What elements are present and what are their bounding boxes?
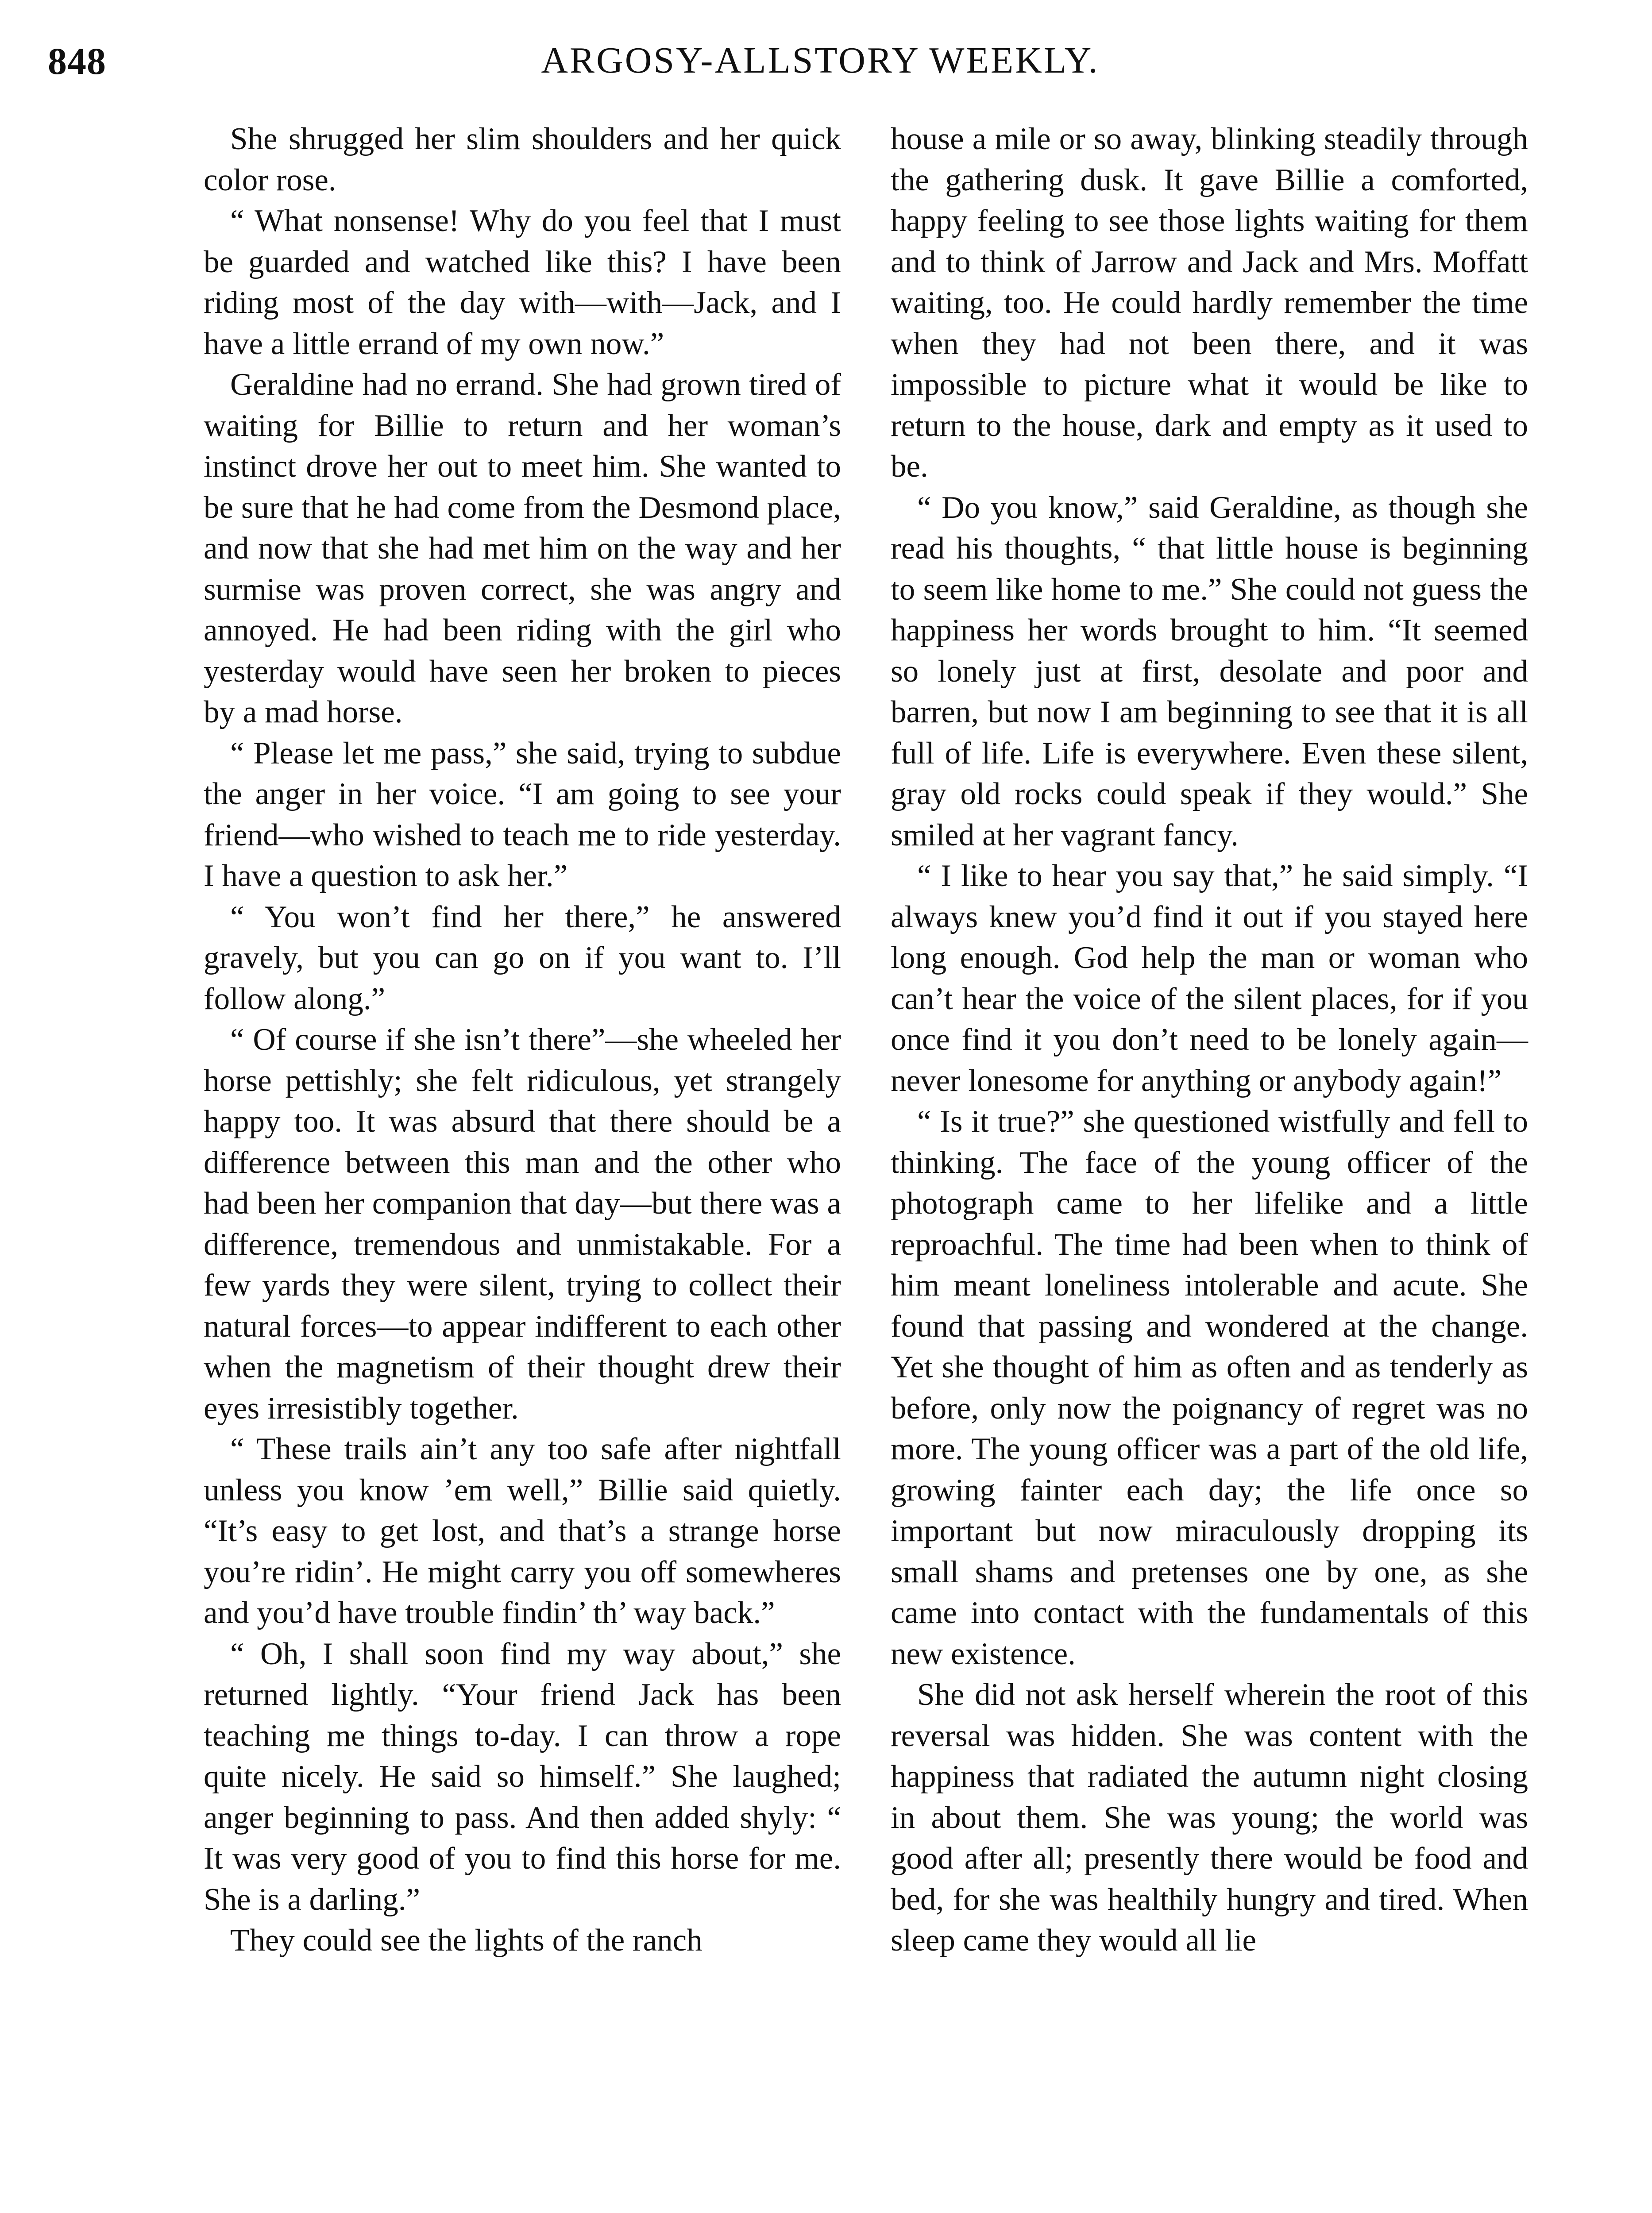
paragraph: “ Of course if she isn’t there”—she wheeled her horse pettishly; she felt ridiculous, yet strangely happy too. It was absurd that there should be a difference between this man and the other who had been her companion that day—but there was a difference, tremendous and unmistakable. For a few yards they were silent, trying to collect their natural forces—to appear indifferent to each other when the magnetism of their thought drew their eyes irresistibly together. [204,1022,841,1426]
paragraph: She did not ask herself wherein the root of this reversal was hidden. She was content with the happiness that radiated the autumn night closing in about them. She was young; the world was good after all; presently there would be food and bed, for she was healthily hungry and tired. When sleep came they would all lie [891,1677,1528,1958]
paragraph: “ You won’t find her there,” he answered gravely, but you can go on if you want to. I’ll follow along.” [204,899,841,1016]
paragraph: “ Is it true?” she questioned wistfully and fell to thinking. The face of the young officer of the photograph came to her lifelike and a little reproachful. The time had been when to think of him meant loneliness intolerable and acute. She found that passing and wondered at the change. Yet she thought of him as often and as tenderly as before, only now the poignancy of regret was no more. The young officer was a part of the old life, growing fainter each day; the life once so important but now miraculously dropping its small shams and pretenses one by one, as she came into contact with the fundamentals of this new existence. [891,1104,1528,1671]
paragraph: “ These trails ain’t any too safe after nightfall unless you know ’em well,” Billie said quietly. “It’s easy to get lost, and that’s a strange horse you’re ridin’. He might carry you off somewheres and you’d have trouble findin’ th’ way back.” [204,1432,841,1630]
page-number: 848 [48,40,106,82]
right-column [891,119,1528,1961]
running-title: ARGOSY-ALLSTORY WEEKLY. [541,40,1100,81]
paragraph: “ What nonsense! Why do you feel that I must be guarded and watched like this? I have been riding most of the day with—with—Jack, and I have a little errand of my own now.” [204,204,841,361]
page-header [48,39,1593,88]
paragraph: “ I like to hear you say that,” he said simply. “I always knew you’d find it out if you stayed here long enough. God help the man or woman who can’t hear the voice of the silent places, for if you once find it you don’t need to be lonely again—never lonesome for anything or anybody again!” [891,859,1528,1098]
paragraph: “ Oh, I shall soon find my way about,” she returned lightly. “Your friend Jack has been teaching me things to-day. I can throw a rope quite nicely. He said so himself.” She laughed; anger beginning to pass. And then added shyly: “ It was very good of you to find this horse for me. She is a darling.” [204,1636,841,1917]
paragraph: They could see the lights of the ranch [230,1923,702,1958]
paragraph: “ Do you know,” said Geraldine, as though she read his thoughts, “ that little house is beginning to seem like home to me.” She could not guess the happiness her words brought to him. “It seemed so lonely just at first, desolate and poor and barren, but now I am beginning to see that it is all full of life. Life is everywhere. Even these silent, gray old rocks could speak if they would.” She smiled at her vagrant fancy. [891,490,1528,852]
paragraph: “ Please let me pass,” she said, trying to subdue the anger in her voice. “I am going to see your friend—who wished to teach me to ride yesterday. I have a question to ask her.” [204,736,841,893]
paragraph: Geraldine had no errand. She had grown tired of waiting for Billie to return and her woman’s instinct drove her out to meet him. She wanted to be sure that he had come from the Desmond place, and now that she had met him on the way and her surmise was proven correct, she was angry and annoyed. He had been riding with the girl who yesterday would have seen her broken to pieces by a mad horse. [204,367,841,729]
paragraph: She shrugged her slim shoulders and her quick color rose. [204,122,841,197]
left-column [204,119,841,1961]
paragraph-continuation: house a mile or so away, blinking steadily through the gathering dusk. It gave Billie a comforted, happy feeling to see those lights waiting for them and to think of Jarrow and Jack and Mrs. Moffatt waiting, too. He could hardly remember the time when they had not been there, and it was impossible to picture what it would be like to return to the house, dark and empty as it used to be. [891,122,1528,484]
